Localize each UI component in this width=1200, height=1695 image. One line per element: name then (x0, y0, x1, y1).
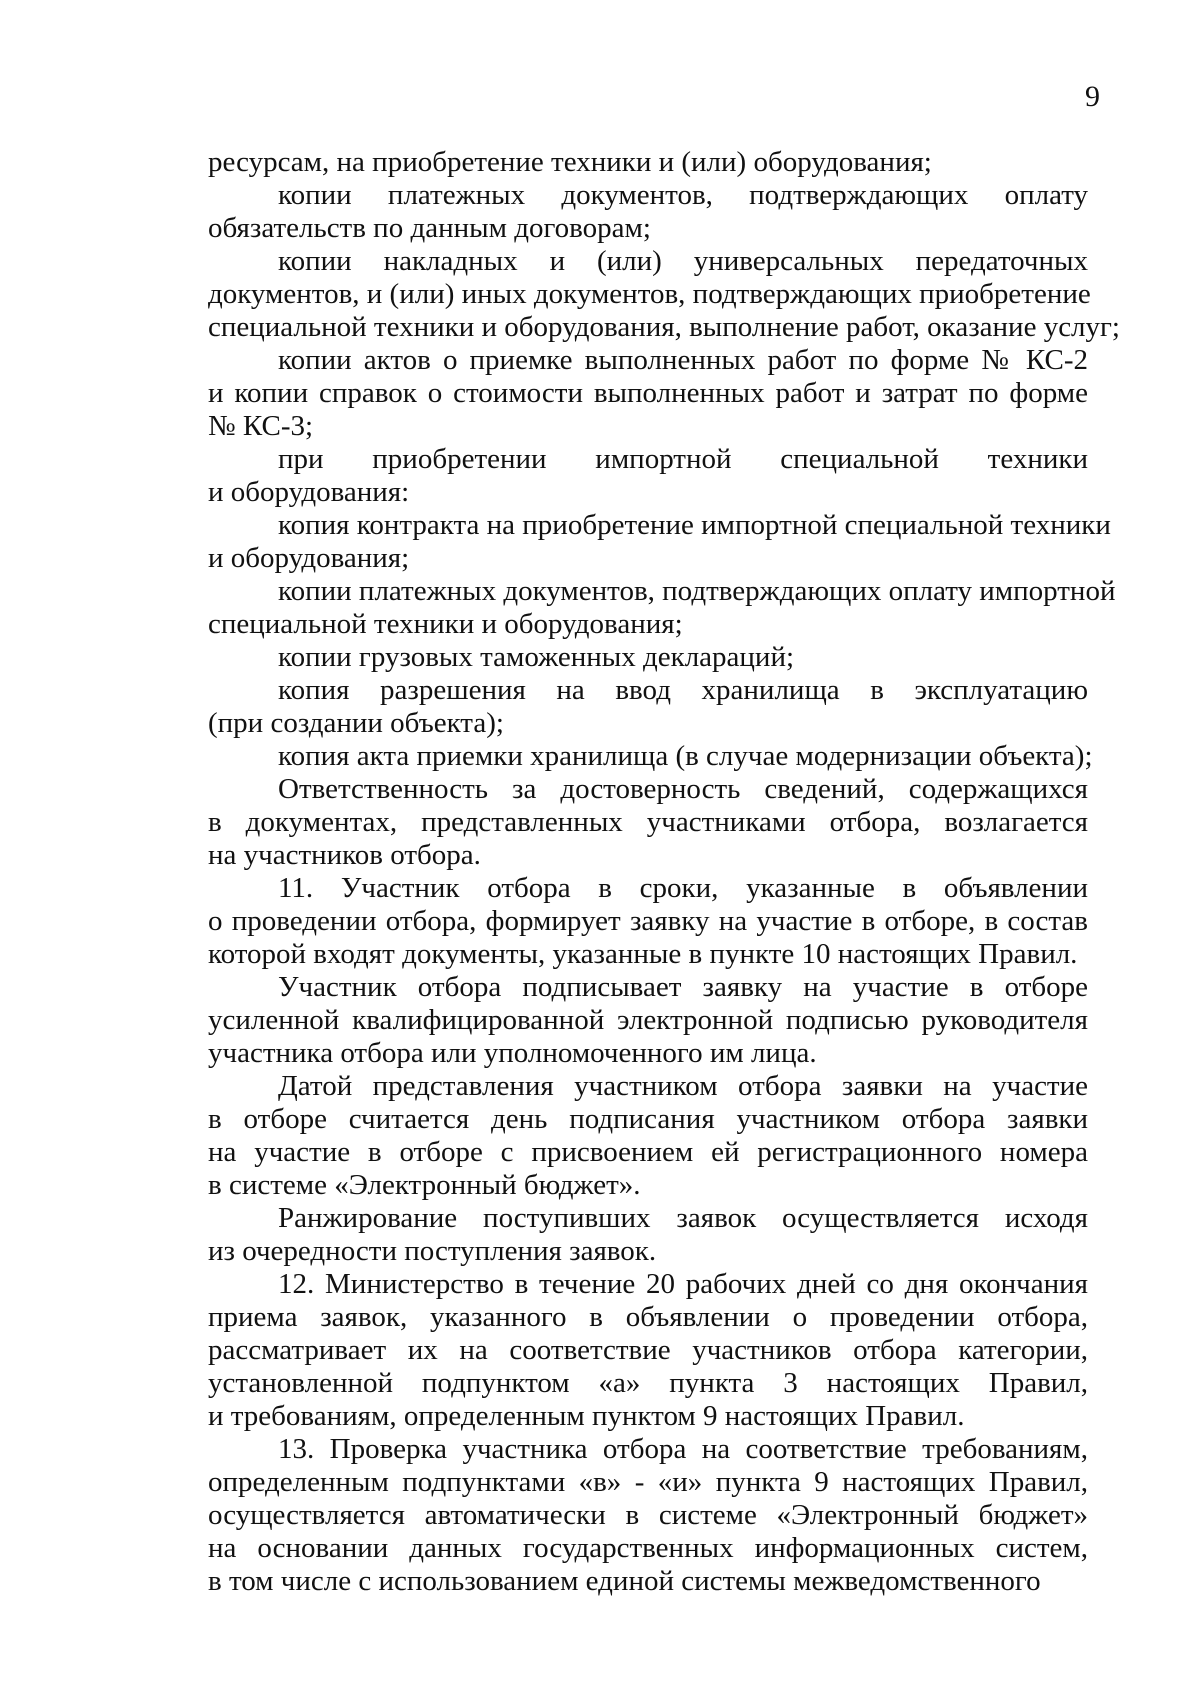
text-line: копии платежных документов, подтверждающих оплату импортной (278, 575, 1116, 607)
text-line: установленной подпунктом «а» пункта 3 настоящих Правил, (208, 1367, 1088, 1399)
text-line: и оборудования; (208, 542, 410, 574)
text-line: Ранжирование поступивших заявок осуществляется исходя (278, 1202, 1088, 1234)
text-line: в отборе считается день подписания участником отбора заявки (208, 1103, 1088, 1135)
paragraph (208, 674, 1088, 740)
paragraph (208, 1070, 1088, 1202)
text-line: Датой представления участником отбора заявки на участие (278, 1070, 1088, 1102)
paragraph (208, 1202, 1088, 1268)
text-line: копия акта приемки хранилища (в случае модернизации объекта); (278, 740, 1093, 772)
text-line: специальной техники и оборудования, выполнение работ, оказание услуг; (208, 311, 1120, 343)
text-line: о проведении отбора, формирует заявку на участие в отборе, в состав (208, 905, 1088, 937)
text-line: определенным подпунктами «в» - «и» пункта 9 настоящих Правил, (208, 1466, 1088, 1498)
paragraph (208, 1433, 1088, 1598)
text-line: копии накладных и (или) универсальных передаточных (278, 245, 1088, 277)
text-line: которой входят документы, указанные в пункте 10 настоящих Правил. (208, 938, 1078, 970)
text-line: копии грузовых таможенных деклараций; (278, 641, 795, 673)
text-line: и требованиям, определенным пунктом 9 настоящих Правил. (208, 1400, 965, 1432)
text-line: на участников отбора. (208, 839, 481, 871)
text-line: усиленной квалифицированной электронной подписью руководителя (208, 1004, 1088, 1036)
text-line: и копии справок о стоимости выполненных работ и затрат по форме (208, 377, 1088, 409)
text-line: 13. Проверка участника отбора на соответствие требованиям, (278, 1433, 1088, 1465)
paragraph (208, 344, 1088, 443)
text-line: при приобретении импортной специальной техники (278, 443, 1088, 475)
text-line: 11. Участник отбора в сроки, указанные в объявлении (278, 872, 1088, 904)
paragraph (208, 773, 1088, 872)
text-line: на основании данных государственных информационных систем, (208, 1532, 1088, 1564)
text-line: в документах, представленных участниками отбора, возлагается (208, 806, 1088, 838)
text-line: на участие в отборе с присвоением ей регистрационного номера (208, 1136, 1088, 1168)
text-line: 12. Министерство в течение 20 рабочих дней со дня окончания (278, 1268, 1088, 1300)
paragraph (208, 971, 1088, 1070)
page-number: 9 (1085, 80, 1100, 113)
text-line: документов, и (или) иных документов, подтверждающих приобретение (208, 278, 1091, 310)
text-line: в том числе с использованием единой системы межведомственного (208, 1565, 1041, 1597)
paragraph (208, 443, 1088, 509)
text-line: участника отбора или уполномоченного им лица. (208, 1037, 817, 1069)
paragraph (208, 245, 1120, 344)
document-body (208, 146, 1120, 1598)
text-line: приема заявок, указанного в объявлении о проведении отбора, (208, 1301, 1088, 1333)
text-line: копии актов о приемке выполненных работ по форме № КС-2 (278, 344, 1088, 376)
text-line: осуществляется автоматически в системе «Электронный бюджет» (208, 1499, 1088, 1531)
paragraph (208, 740, 1093, 773)
text-line: № КС-3; (208, 410, 314, 442)
text-line: Участник отбора подписывает заявку на участие в отборе (278, 971, 1088, 1003)
text-line: копии платежных документов, подтверждающих оплату (278, 179, 1088, 211)
text-line: ресурсам, на приобретение техники и (или) оборудования; (208, 146, 932, 178)
text-line: рассматривает их на соответствие участников отбора категории, (208, 1334, 1088, 1366)
text-line: Ответственность за достоверность сведений, содержащихся (278, 773, 1088, 805)
text-line: (при создании объекта); (208, 707, 504, 739)
text-line: копия разрешения на ввод хранилища в эксплуатацию (278, 674, 1088, 706)
text-line: обязательств по данным договорам; (208, 212, 651, 244)
text-line: и оборудования: (208, 476, 410, 508)
paragraph (208, 872, 1088, 971)
paragraph (208, 179, 1088, 245)
paragraph (208, 641, 1088, 674)
paragraph (208, 509, 1111, 575)
paragraph (208, 1268, 1088, 1433)
text-line: копия контракта на приобретение импортной специальной техники (278, 509, 1111, 541)
paragraph (208, 146, 1088, 179)
paragraph (208, 575, 1116, 641)
text-line: специальной техники и оборудования; (208, 608, 683, 640)
text-line: в системе «Электронный бюджет». (208, 1169, 641, 1201)
text-line: из очередности поступления заявок. (208, 1235, 657, 1267)
